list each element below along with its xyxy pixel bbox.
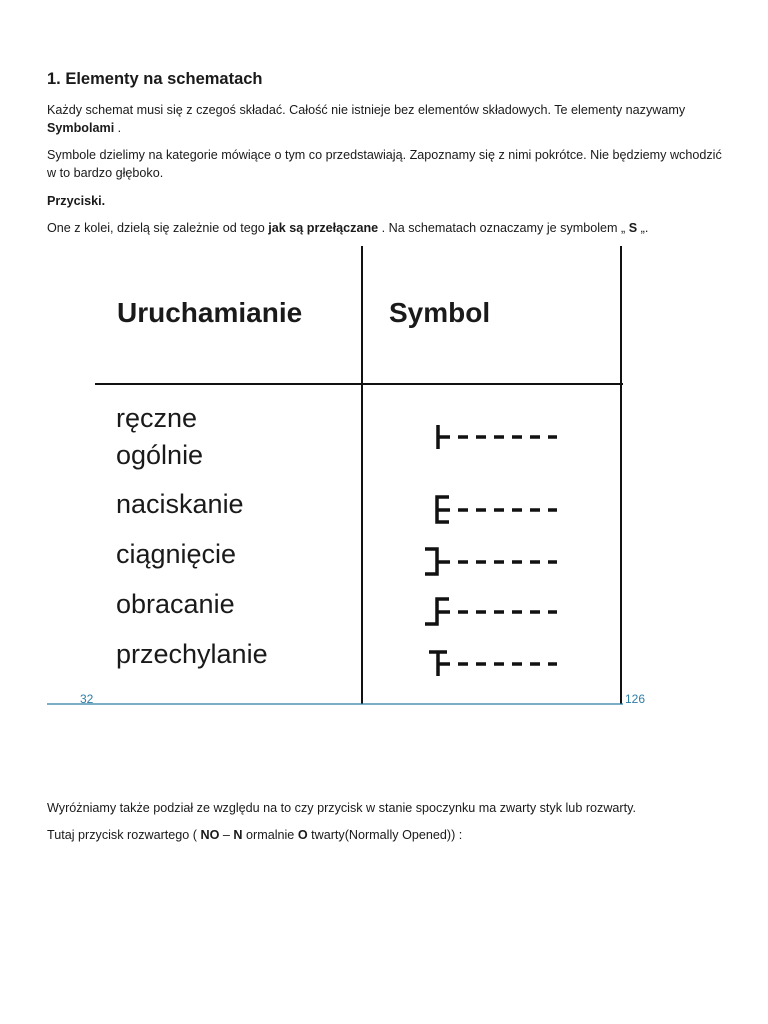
contact-paragraph: Wyróżniamy także podział ze względu na to czy przycisk w stanie spoczynku ma zwarty styk lub rozwarty. xyxy=(47,801,636,815)
switching-middle: . Na schematach oznaczamy je symbolem „ xyxy=(378,221,629,235)
manual-general-symbol-icon xyxy=(438,425,557,449)
row-label-obracanie: obracanie xyxy=(116,589,235,619)
switching-tail: „. xyxy=(637,221,649,235)
intro-paragraph xyxy=(47,101,727,137)
no-letter-n: N xyxy=(233,828,243,842)
actuation-symbol-table xyxy=(47,246,647,706)
rotate-symbol-icon xyxy=(425,599,557,624)
header-symbol: Symbol xyxy=(389,297,491,328)
switching-text: One z kolei, dzielą się zależnie od tego xyxy=(47,221,269,235)
intro-text: Każdy schemat musi się z czegoś składać. Całość nie istnieje bez elementów składowych. Te elementy nazywamy xyxy=(47,103,686,117)
intro-bold-term: Symbolami xyxy=(47,121,115,135)
row-label-naciskanie: naciskanie xyxy=(116,489,244,519)
tilt-symbol-icon xyxy=(429,652,557,676)
no-tail: twarty(Normally Opened)) : xyxy=(307,828,463,842)
header-actuation: Uruchamianie xyxy=(117,297,303,328)
buttons-subheading-text: Przyciski. xyxy=(47,194,106,208)
switching-bold: jak są przełączane xyxy=(268,221,379,235)
push-symbol-icon xyxy=(437,497,557,522)
categories-paragraph: Symbole dzielimy na kategorie mówiące o tym co przedstawiają. Zapoznamy się z nimi pokrótce. Nie będziemy wchodzić w to bardzo głęboko. xyxy=(47,148,722,180)
row-label-ciagniecie: ciągnięcie xyxy=(116,539,237,569)
row-label-przechylanie: przechylanie xyxy=(116,639,268,669)
no-button-paragraph xyxy=(47,826,727,844)
no-dash: – xyxy=(219,828,234,842)
source-page-left: 32 xyxy=(80,692,94,706)
section-heading: 1. Elementy na schematach xyxy=(47,70,263,88)
no-text: Tutaj przycisk rozwartego ( xyxy=(47,828,201,842)
pull-symbol-icon xyxy=(425,549,557,574)
no-ormalnie: ormalnie xyxy=(242,828,298,842)
symbol-letter: S xyxy=(628,221,638,235)
no-letter-o: O xyxy=(297,828,308,842)
source-page-right: 126 xyxy=(625,692,646,706)
switching-paragraph xyxy=(47,219,727,237)
buttons-subheading xyxy=(47,192,727,210)
row-label-ogolnie: ogólnie xyxy=(116,440,204,470)
intro-tail: . xyxy=(114,121,122,135)
row-label-reczne: ręczne xyxy=(116,403,198,433)
no-abbrev: NO xyxy=(200,828,220,842)
